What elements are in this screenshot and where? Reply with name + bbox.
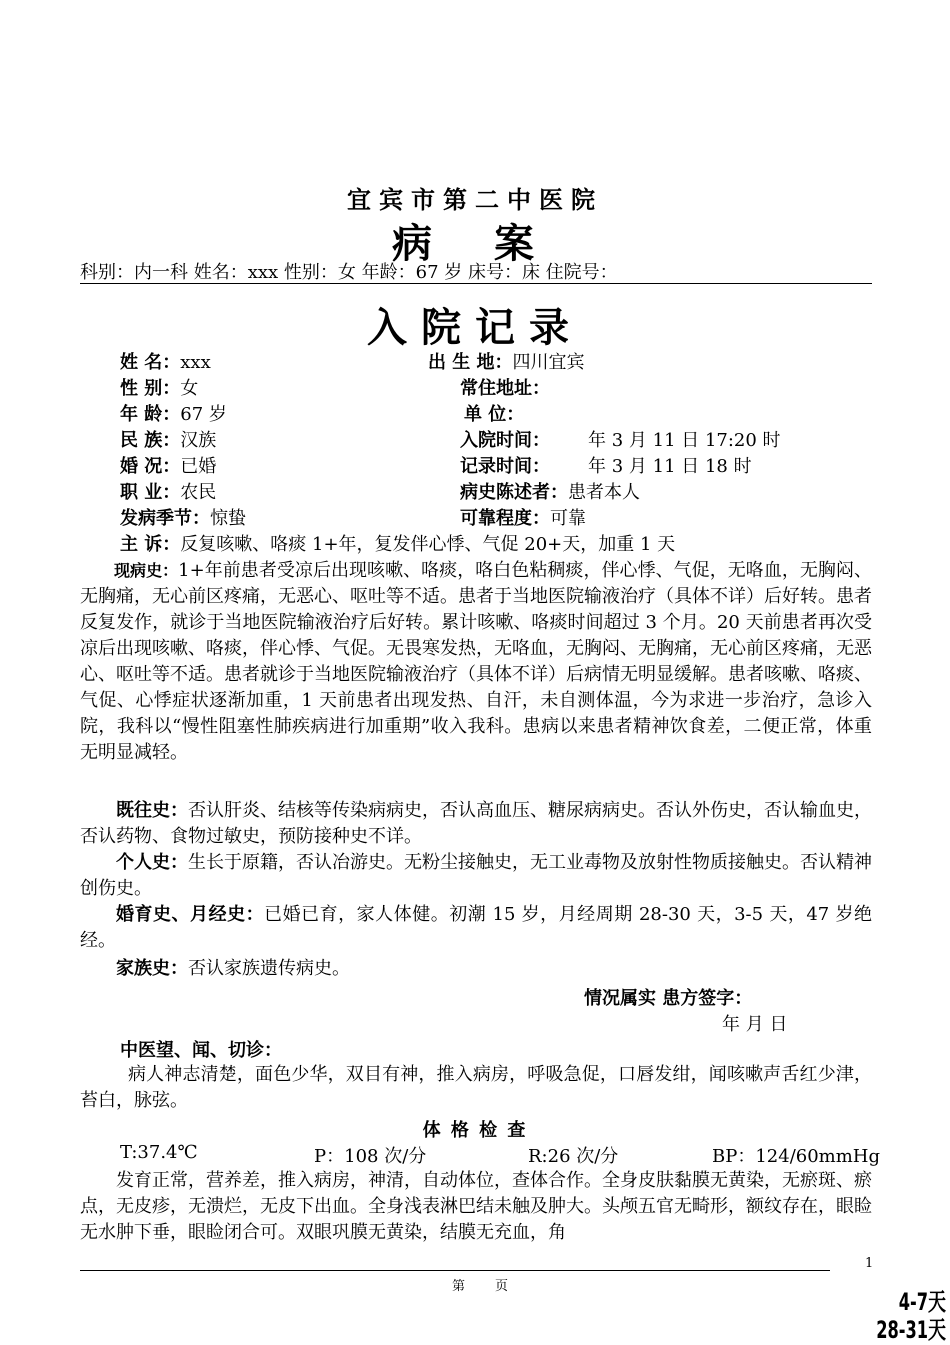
- reliability-value: 可靠: [550, 508, 586, 529]
- footer-divider: [80, 1270, 830, 1271]
- page-title: 入院记录: [367, 305, 583, 351]
- present-illness-text: 1+年前患者受凉后出现咳嗽、咯痰，咯白色粘稠痰，伴心悸、气促，无咯血，无胸闷、无胸痛，无心前区疼痛，无恶心、呕吐等不适。患者于当地医院输液治疗（具体不详）后好转。患者反复发作，就诊于当地医院输液治疗后好转。累计咳嗽、咯痰时间超过 3 个月。20 天前患者再次受凉后出现咳嗽、咯痰，伴心悸、气促。无畏寒发热，无咯血，无胸闷、无胸痛，无心前区疼痛，无恶心、呕吐等不适。患者就诊于当地医院输液治疗（具体不详）后病情无明显缓解。患者咳嗽、咯痰、气促、心悸症状逐渐加重，1 天前患者出现发热、自汗，未自测体温，今为求进一步治疗，急诊入院，我科以“慢性阻塞性肺疾病进行加重期”收入我科。患病以来患者精神饮食差，二便正常，体重无明显减轻。: [80, 560, 872, 763]
- exam-respiration: R:26 次/分: [528, 1146, 619, 1167]
- family-history-text: 否认家族遗传病史。: [188, 958, 350, 979]
- footer-page-text: 第页: [452, 1279, 539, 1294]
- marital-label: 婚 况：: [120, 456, 181, 477]
- header-divider: [80, 283, 872, 284]
- season-value: 惊蛰: [210, 508, 246, 529]
- exam-pulse: [314, 1142, 426, 1168]
- pulse-label: P：: [314, 1146, 345, 1167]
- tcm-text: 病人神志清楚，面色少华，双目有神，推入病房，呼吸急促，口唇发绀，闻咳嗽声舌红少津，苔白，脉弦。: [80, 1064, 872, 1111]
- family-history-label: 家族史：: [116, 958, 188, 979]
- occupation-label: 职 业：: [120, 482, 181, 503]
- exam-title: 体 格 检 查: [422, 1120, 528, 1141]
- address-row: [460, 374, 550, 400]
- exam-bp: [712, 1142, 880, 1168]
- age-value: 67 岁: [180, 404, 227, 425]
- reliability-row: [460, 504, 586, 530]
- address-label: 常住地址：: [460, 378, 550, 399]
- birthplace-label: 出 生 地：: [428, 352, 513, 373]
- record-label: 记录时间：: [460, 456, 550, 477]
- unit-label: 单 位：: [464, 404, 525, 425]
- season-row: [120, 504, 246, 530]
- past-history-label: 既往史：: [116, 800, 188, 821]
- past-history-text: 否认肝炎、结核等传染病病史，否认高血压、糖尿病病史。否认外伤史，否认输血史，否认药物、食物过敏史，预防接种史不详。: [80, 800, 872, 847]
- reliability-label: 可靠程度：: [460, 508, 550, 529]
- personal-history-text: 生长于原籍，否认冶游史。无粉尘接触史，无工业毒物及放射性物质接触史。否认精神创伤史。: [80, 852, 872, 899]
- name-label: 姓 名：: [120, 352, 181, 373]
- marriage-history-label: 婚育史、月经史：: [116, 904, 265, 925]
- narrator-value: 患者本人: [568, 482, 640, 503]
- corner-note-2: 28-31天: [876, 1316, 946, 1344]
- record-row: [460, 452, 752, 478]
- present-illness: [80, 558, 872, 766]
- admit-row: [460, 426, 781, 452]
- narrator-row: [460, 478, 640, 504]
- personal-history-label: 个人史：: [116, 852, 188, 873]
- birthplace-value: 四川宜宾: [512, 352, 585, 373]
- hospital-name: 宜宾市第二中医院: [347, 186, 603, 214]
- complaint-text: 反复咳嗽、咯痰 1+年，复发伴心悸、气促 20+天，加重 1 天: [180, 534, 676, 555]
- name-value: xxx: [180, 352, 211, 373]
- age-row: [120, 400, 227, 426]
- tcm-label: 中医望、闻、切诊：: [120, 1040, 282, 1061]
- present-illness-label: 现病史：: [114, 561, 179, 580]
- marital-value: 已婚: [180, 456, 217, 477]
- past-history: [80, 798, 872, 850]
- narrator-label: 病史陈述者：: [460, 482, 568, 503]
- exam-temperature: T:37.4℃: [120, 1142, 198, 1163]
- unit-row: [464, 400, 524, 426]
- ethnicity-row: [120, 426, 216, 452]
- personal-history: [80, 850, 872, 902]
- corner-note-1: 4-7天: [898, 1288, 946, 1316]
- admit-label: 入院时间：: [460, 430, 550, 451]
- bp-label: BP：: [712, 1146, 756, 1167]
- signature-date: 年 月 日: [722, 1014, 788, 1035]
- admit-time: 年 3 月 11 日 17:20 时: [588, 430, 781, 451]
- occupation-value: 农民: [180, 482, 217, 503]
- gender-row: [120, 374, 198, 400]
- signature-label: 情况属实 患方签字：: [584, 988, 753, 1009]
- name-row: [120, 348, 211, 374]
- birthplace-row: [428, 348, 585, 374]
- age-label: 年 龄：: [120, 404, 181, 425]
- record-type-title: 病 案: [392, 221, 558, 267]
- record-time: 年 3 月 11 日 18 时: [588, 456, 752, 477]
- chief-complaint: [120, 530, 675, 556]
- pulse-value: 108 次/分: [344, 1146, 427, 1167]
- bp-value: 124/60mmHg: [755, 1146, 881, 1167]
- complaint-label: 主 诉：: [120, 534, 181, 555]
- marriage-history: [80, 902, 872, 954]
- marital-row: [120, 452, 216, 478]
- header-info-line: 科别：内一科 姓名：xxx 性别：女 年龄：67 岁 床号：床 住院号：: [80, 262, 618, 283]
- page-number: 1: [865, 1256, 874, 1271]
- occupation-row: [120, 478, 216, 504]
- family-history: [80, 956, 872, 982]
- exam-text: 发育正常，营养差，推入病房，神清，自动体位，查体合作。全身皮肤黏膜无黄染，无瘀斑、瘀点，无皮疹，无溃烂，无皮下出血。全身浅表淋巴结未触及肿大。头颅五官无畸形，额纹存在，眼睑无水肿下垂，眼睑闭合可。双眼巩膜无黄染，结膜无充血，角: [80, 1170, 872, 1243]
- gender-label: 性 别：: [120, 378, 181, 399]
- ethnicity-value: 汉族: [180, 430, 217, 451]
- season-label: 发病季节：: [120, 508, 210, 529]
- gender-value: 女: [180, 378, 199, 399]
- marriage-history-text: 已婚已育，家人体健。初潮 15 岁，月经周期 28-30 天，3-5 天，47 岁绝经。: [80, 904, 873, 951]
- ethnicity-label: 民 族：: [120, 430, 181, 451]
